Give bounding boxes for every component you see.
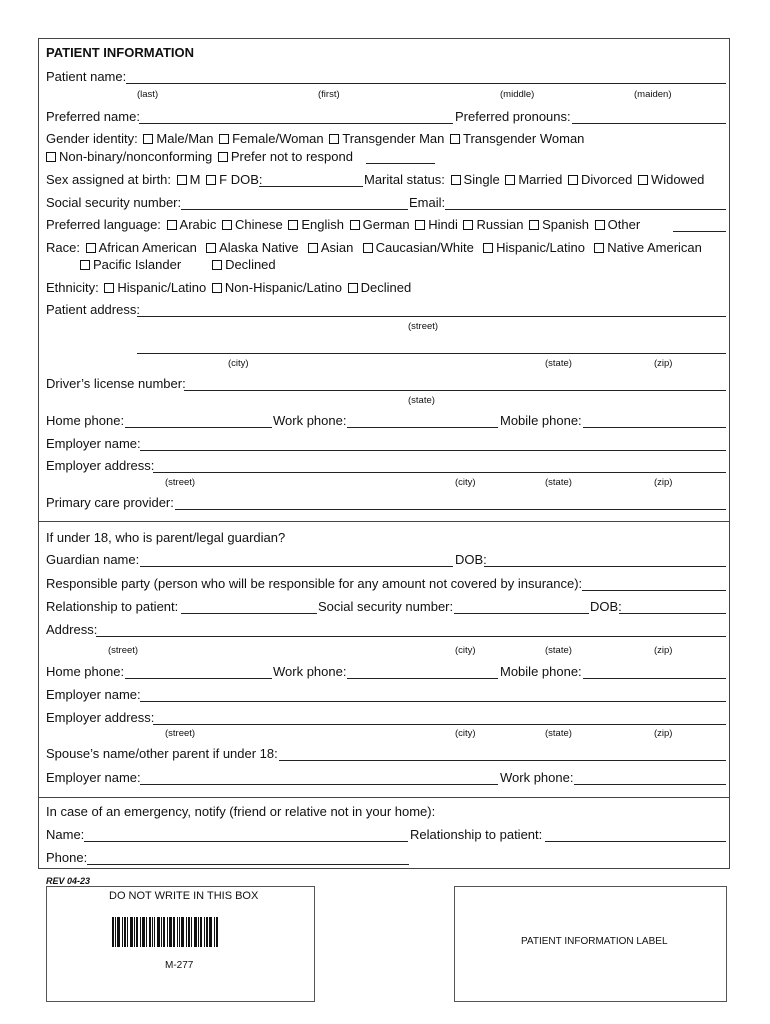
patient-city-state-zip-field[interactable]: [137, 353, 726, 354]
g-work-phone-field[interactable]: [347, 678, 498, 679]
sub-ge-zip: (zip): [654, 728, 673, 739]
guardian-dob-label: DOB:: [455, 552, 487, 567]
spouse-employer-field[interactable]: [140, 784, 498, 785]
sub-g-street: (street): [108, 645, 139, 656]
sub-dl-state: (state): [408, 395, 435, 406]
g-employer-name-field[interactable]: [140, 701, 726, 702]
checkbox-english[interactable]: [288, 220, 298, 230]
checkbox-african-american[interactable]: [86, 243, 96, 253]
g-home-phone-field[interactable]: [125, 678, 272, 679]
employer-name-field[interactable]: [140, 450, 726, 451]
sub-ge-state: (state): [545, 728, 572, 739]
guardian-ssn-label: Social security number:: [318, 599, 454, 614]
g-employer-address-field[interactable]: [153, 724, 726, 725]
sub-emp-street: (street): [165, 477, 196, 488]
sub-g-city: (city): [455, 645, 476, 656]
do-not-write-label: DO NOT WRITE IN THIS BOX: [109, 890, 259, 902]
opt-arabic: Arabic: [179, 217, 217, 232]
sub-last: (last): [137, 89, 159, 100]
email-label: Email:: [409, 195, 446, 210]
checkbox-hispanic-race[interactable]: [483, 243, 493, 253]
opt-spanish: Spanish: [542, 217, 590, 232]
employer-address-field[interactable]: [153, 472, 726, 473]
guardian-name-field[interactable]: [140, 566, 453, 567]
opt-married: Married: [518, 172, 563, 187]
patient-name-label: Patient name:: [46, 69, 127, 84]
patient-label-text: PATIENT INFORMATION LABEL: [521, 936, 668, 947]
opt-english: English: [301, 217, 344, 232]
sub-maiden: (maiden): [634, 89, 672, 100]
preferred-name-field[interactable]: [139, 123, 453, 124]
emergency-phone-label: Phone:: [46, 850, 88, 865]
sub-city: (city): [228, 358, 249, 369]
checkbox-chinese[interactable]: [222, 220, 232, 230]
dob-label: DOB:: [230, 172, 263, 187]
sex-label: Sex assigned at birth:: [46, 172, 172, 187]
guardian-name-label: Guardian name:: [46, 552, 140, 567]
opt-prefer-not: Prefer not to respond: [230, 149, 353, 164]
race-label: Race:: [46, 240, 80, 255]
language-label: Preferred language:: [46, 217, 161, 232]
opt-other: Other: [607, 217, 641, 232]
checkbox-widowed[interactable]: [638, 175, 648, 185]
gender-identity-row: [46, 131, 584, 147]
emergency-name-field[interactable]: [84, 841, 408, 842]
guardian-section-title: If under 18, who is parent/legal guardian?: [46, 530, 286, 545]
sub-g-state: (state): [545, 645, 572, 656]
spouse-employer-label: Employer name:: [46, 770, 141, 785]
race-row: [46, 240, 702, 256]
barcode-image: [112, 917, 232, 947]
employer-name-label: Employer name:: [46, 436, 141, 451]
patient-address-label: Patient address:: [46, 302, 140, 317]
checkbox-married[interactable]: [505, 175, 515, 185]
emergency-phone-field[interactable]: [87, 864, 409, 865]
relationship-label: Relationship to patient:: [46, 599, 179, 614]
opt-hispanic-race: Hispanic/Latino: [496, 240, 585, 255]
guardian-ssn-field[interactable]: [454, 613, 589, 614]
opt-asian: Asian: [320, 240, 354, 255]
marital-label: Marital status:: [364, 172, 445, 187]
sex-row: [46, 172, 263, 188]
preferred-pronouns-field[interactable]: [572, 123, 726, 124]
opt-nonbinary: Non-binary/nonconforming: [59, 149, 213, 164]
checkbox-sex-m[interactable]: [177, 175, 187, 185]
opt-russian: Russian: [476, 217, 524, 232]
guardian-address-label: Address:: [46, 622, 98, 637]
spouse-work-phone-field[interactable]: [574, 784, 726, 785]
employer-address-label: Employer address:: [46, 458, 155, 473]
checkbox-trans-man[interactable]: [329, 134, 339, 144]
opt-trans-man: Transgender Man: [342, 131, 445, 146]
language-row: [46, 217, 640, 233]
spouse-label: Spouse’s name/other parent if under 18:: [46, 746, 278, 761]
opt-hispanic: Hispanic/Latino: [117, 280, 207, 295]
emergency-name-label: Name:: [46, 827, 85, 842]
emergency-section-title: In case of an emergency, notify (friend or relative not in your home):: [46, 804, 436, 819]
checkbox-sex-f[interactable]: [206, 175, 216, 185]
checkbox-race-declined[interactable]: [212, 260, 222, 270]
opt-female: Female/Woman: [232, 131, 324, 146]
opt-hindi: Hindi: [428, 217, 458, 232]
sub-ge-street: (street): [165, 728, 196, 739]
opt-f: F: [219, 172, 228, 187]
preferred-name-label: Preferred name:: [46, 109, 140, 124]
mobile-phone-label: Mobile phone:: [500, 413, 582, 428]
checkbox-ethnicity-declined[interactable]: [348, 283, 358, 293]
opt-race-declined: Declined: [225, 257, 276, 272]
checkbox-asian[interactable]: [308, 243, 318, 253]
checkbox-alaska-native[interactable]: [206, 243, 216, 253]
primary-care-label: Primary care provider:: [46, 495, 174, 510]
responsible-party-field[interactable]: [582, 590, 726, 591]
opt-african-american: African American: [98, 240, 197, 255]
marital-row: [364, 172, 704, 188]
ssn-label: Social security number:: [46, 195, 182, 210]
opt-pacific-islander: Pacific Islander: [93, 257, 182, 272]
opt-non-hispanic: Non-Hispanic/Latino: [224, 280, 342, 295]
work-phone-label: Work phone:: [273, 413, 347, 428]
drivers-license-label: Driver’s license number:: [46, 376, 186, 391]
checkbox-divorced[interactable]: [568, 175, 578, 185]
dob-field[interactable]: [259, 186, 363, 187]
section-divider-1: [38, 521, 730, 522]
checkbox-pacific-islander[interactable]: [80, 260, 90, 270]
checkbox-trans-woman[interactable]: [450, 134, 460, 144]
g-home-phone-label: Home phone:: [46, 664, 125, 679]
opt-male: Male/Man: [156, 131, 214, 146]
g-work-phone-label: Work phone:: [273, 664, 347, 679]
checkbox-russian[interactable]: [463, 220, 473, 230]
preferred-pronouns-label: Preferred pronouns:: [455, 109, 571, 124]
home-phone-label: Home phone:: [46, 413, 125, 428]
checkbox-native-american[interactable]: [594, 243, 604, 253]
checkbox-non-hispanic[interactable]: [212, 283, 222, 293]
opt-alaska-native: Alaska Native: [219, 240, 299, 255]
language-other-field[interactable]: [673, 231, 726, 232]
opt-chinese: Chinese: [235, 217, 283, 232]
opt-ethnicity-declined: Declined: [360, 280, 412, 295]
form-code: M-277: [165, 960, 194, 971]
g-mobile-phone-label: Mobile phone:: [500, 664, 582, 679]
sub-middle: (middle): [500, 89, 535, 100]
checkbox-spanish[interactable]: [529, 220, 539, 230]
checkbox-nonbinary[interactable]: [46, 152, 56, 162]
spouse-work-phone-label: Work phone:: [500, 770, 574, 785]
checkbox-prefer-not[interactable]: [218, 152, 228, 162]
sub-emp-zip: (zip): [654, 477, 673, 488]
sub-ge-city: (city): [455, 728, 476, 739]
checkbox-arabic[interactable]: [167, 220, 177, 230]
gender-identity-row-2: [44, 149, 353, 165]
gender-other-field[interactable]: [366, 163, 435, 164]
checkbox-male[interactable]: [143, 134, 153, 144]
opt-german: German: [362, 217, 410, 232]
ethnicity-row: [46, 280, 411, 296]
section-divider-2: [38, 797, 730, 798]
guardian-dob-field[interactable]: [484, 566, 726, 567]
opt-divorced: Divorced: [581, 172, 633, 187]
section-title-patient-info: PATIENT INFORMATION: [46, 45, 195, 60]
ssn-field[interactable]: [181, 209, 408, 210]
spouse-field[interactable]: [279, 760, 726, 761]
drivers-license-field[interactable]: [184, 390, 726, 391]
relationship-field[interactable]: [181, 613, 317, 614]
sub-emp-city: (city): [455, 477, 476, 488]
opt-m: M: [189, 172, 201, 187]
g-employer-address-label: Employer address:: [46, 710, 155, 725]
race-row-2: [78, 257, 276, 273]
emergency-relationship-field[interactable]: [545, 841, 726, 842]
guardian-dob2-field[interactable]: [619, 613, 726, 614]
responsible-party-label: Responsible party (person who will be responsible for any amount not covered by insurance):: [46, 576, 583, 591]
opt-widowed: Widowed: [650, 172, 705, 187]
emergency-relationship-label: Relationship to patient:: [410, 827, 543, 842]
opt-trans-woman: Transgender Woman: [463, 131, 585, 146]
gender-identity-label: Gender identity:: [46, 131, 138, 146]
sub-state: (state): [545, 358, 572, 369]
primary-care-field[interactable]: [175, 509, 726, 510]
g-employer-name-label: Employer name:: [46, 687, 141, 702]
sub-first: (first): [318, 89, 340, 100]
checkbox-hispanic[interactable]: [104, 283, 114, 293]
patient-street-field[interactable]: [137, 316, 726, 317]
sub-emp-state: (state): [545, 477, 572, 488]
checkbox-female[interactable]: [219, 134, 229, 144]
sub-street: (street): [408, 321, 439, 332]
sub-zip: (zip): [654, 358, 673, 369]
patient-name-field[interactable]: [126, 83, 726, 84]
checkbox-german[interactable]: [350, 220, 360, 230]
ethnicity-label: Ethnicity:: [46, 280, 99, 295]
checkbox-caucasian[interactable]: [363, 243, 373, 253]
work-phone-field[interactable]: [347, 427, 498, 428]
home-phone-field[interactable]: [125, 427, 272, 428]
revision-code: REV 04-23: [46, 876, 91, 886]
email-field[interactable]: [445, 209, 726, 210]
opt-native-american: Native American: [607, 240, 702, 255]
mobile-phone-field[interactable]: [583, 427, 726, 428]
opt-caucasian: Caucasian/White: [375, 240, 474, 255]
sub-g-zip: (zip): [654, 645, 673, 656]
checkbox-other-language[interactable]: [595, 220, 605, 230]
checkbox-single[interactable]: [451, 175, 461, 185]
g-mobile-phone-field[interactable]: [583, 678, 726, 679]
guardian-address-field[interactable]: [96, 636, 726, 637]
checkbox-hindi[interactable]: [415, 220, 425, 230]
guardian-dob2-label: DOB:: [590, 599, 622, 614]
opt-single: Single: [463, 172, 500, 187]
